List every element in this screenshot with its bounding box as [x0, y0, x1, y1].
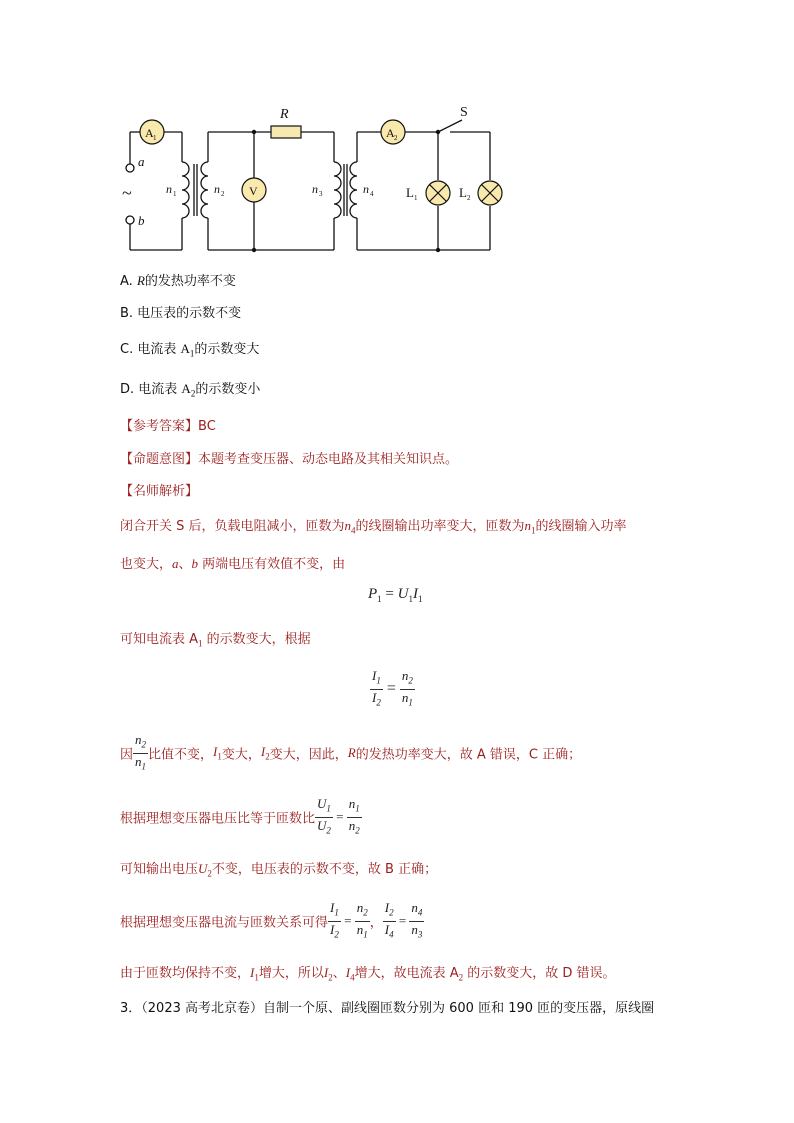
analysis-p8: 由于匝数均保持不变，$I_1$增大，所以$I_2$、$I_4$增大，故电流表 $A_2$ 的示数变大，故 D 错误。 — [120, 965, 616, 983]
analysis-p7: 根据理想变压器电流与匝数关系可得 $\frac{I_1}{I_2}$ = $\frac{n_2}{n_1}$ ， $\frac{I_2}{I_4}$ = $\frac{n_4}{n_3}$ — [120, 900, 423, 940]
svg-text:1: 1 — [414, 194, 418, 202]
analysis-p6: 可知输出电压$U_2$不变，电压表的示数不变，故 B 正确； — [120, 861, 438, 879]
svg-text:1: 1 — [153, 134, 157, 142]
lamp-l2 — [478, 181, 502, 205]
analysis-p3: 可知电流表 $A_1$ 的示数变大，根据 — [120, 632, 311, 649]
svg-text:2: 2 — [467, 194, 471, 202]
analysis-p5: 根据理想变压器电压比等于匝数比 $\frac{U_1}{U_2}$ = $\frac{n_1}{n_2}$ — [120, 796, 360, 836]
equation-current-ratio: $\frac{I_1}{I_2}$ = $\frac{n_2}{n_1}$ — [372, 668, 413, 708]
svg-text:A: A — [386, 126, 395, 140]
analysis-p2: 也变大，a、b 两端电压有效值不变，由 — [120, 556, 346, 572]
svg-text:n: n — [363, 182, 369, 196]
equation-power: $P_1 = U_1I_1$ — [368, 586, 423, 604]
svg-text:~: ~ — [122, 183, 132, 203]
next-question: 3．（2023 高考北京卷）自制一个原、副线圈匝数分别为 600 匝和 190 匝的变压器，原线圈 — [120, 1001, 655, 1016]
svg-text:A: A — [145, 126, 154, 140]
label-s: S — [460, 105, 468, 120]
circuit-diagram — [120, 100, 520, 260]
analysis-heading: 【名师解析】 — [120, 484, 199, 499]
svg-text:a: a — [138, 154, 145, 169]
svg-text:b: b — [138, 213, 145, 228]
lamp-l1 — [426, 181, 450, 205]
intent-line: 【命题意图】本题考查变压器、动态电路及其相关知识点。 — [120, 452, 459, 467]
option-b: B. 电压表的示数不变 — [120, 306, 242, 321]
resistor-r — [271, 126, 301, 138]
svg-text:L: L — [406, 185, 414, 200]
svg-text:V: V — [249, 184, 258, 198]
svg-text:3: 3 — [319, 190, 323, 198]
option-a: A. R的发热功率不变 — [120, 273, 236, 289]
option-c: C. 电流表 $A_1$的示数变大 — [120, 341, 260, 359]
terminal-b — [126, 216, 134, 224]
svg-text:4: 4 — [370, 190, 374, 198]
svg-text:2: 2 — [394, 134, 398, 142]
label-r: R — [280, 107, 289, 122]
svg-text:2: 2 — [221, 190, 225, 198]
svg-text:n: n — [166, 182, 172, 196]
answer-line: 【参考答案】BC — [120, 419, 216, 434]
svg-text:L: L — [459, 185, 467, 200]
terminal-a — [126, 164, 134, 172]
svg-text:n: n — [214, 182, 220, 196]
analysis-p4: 因 $\frac{n_2}{n_1}$ 比值不变，$I_1$变大，$I_2$变大，因此，R的发热功率变大，故 A 错误，C 正确； — [120, 732, 582, 772]
option-d: D. 电流表 $A_2$的示数变小 — [120, 381, 261, 399]
svg-text:1: 1 — [173, 190, 177, 198]
analysis-p1: 闭合开关 S 后，负载电阻减小，匝数为$n_4$的线圈输出功率变大，匝数为$n_1$的线圈输入功率 — [120, 518, 627, 536]
svg-text:n: n — [312, 182, 318, 196]
